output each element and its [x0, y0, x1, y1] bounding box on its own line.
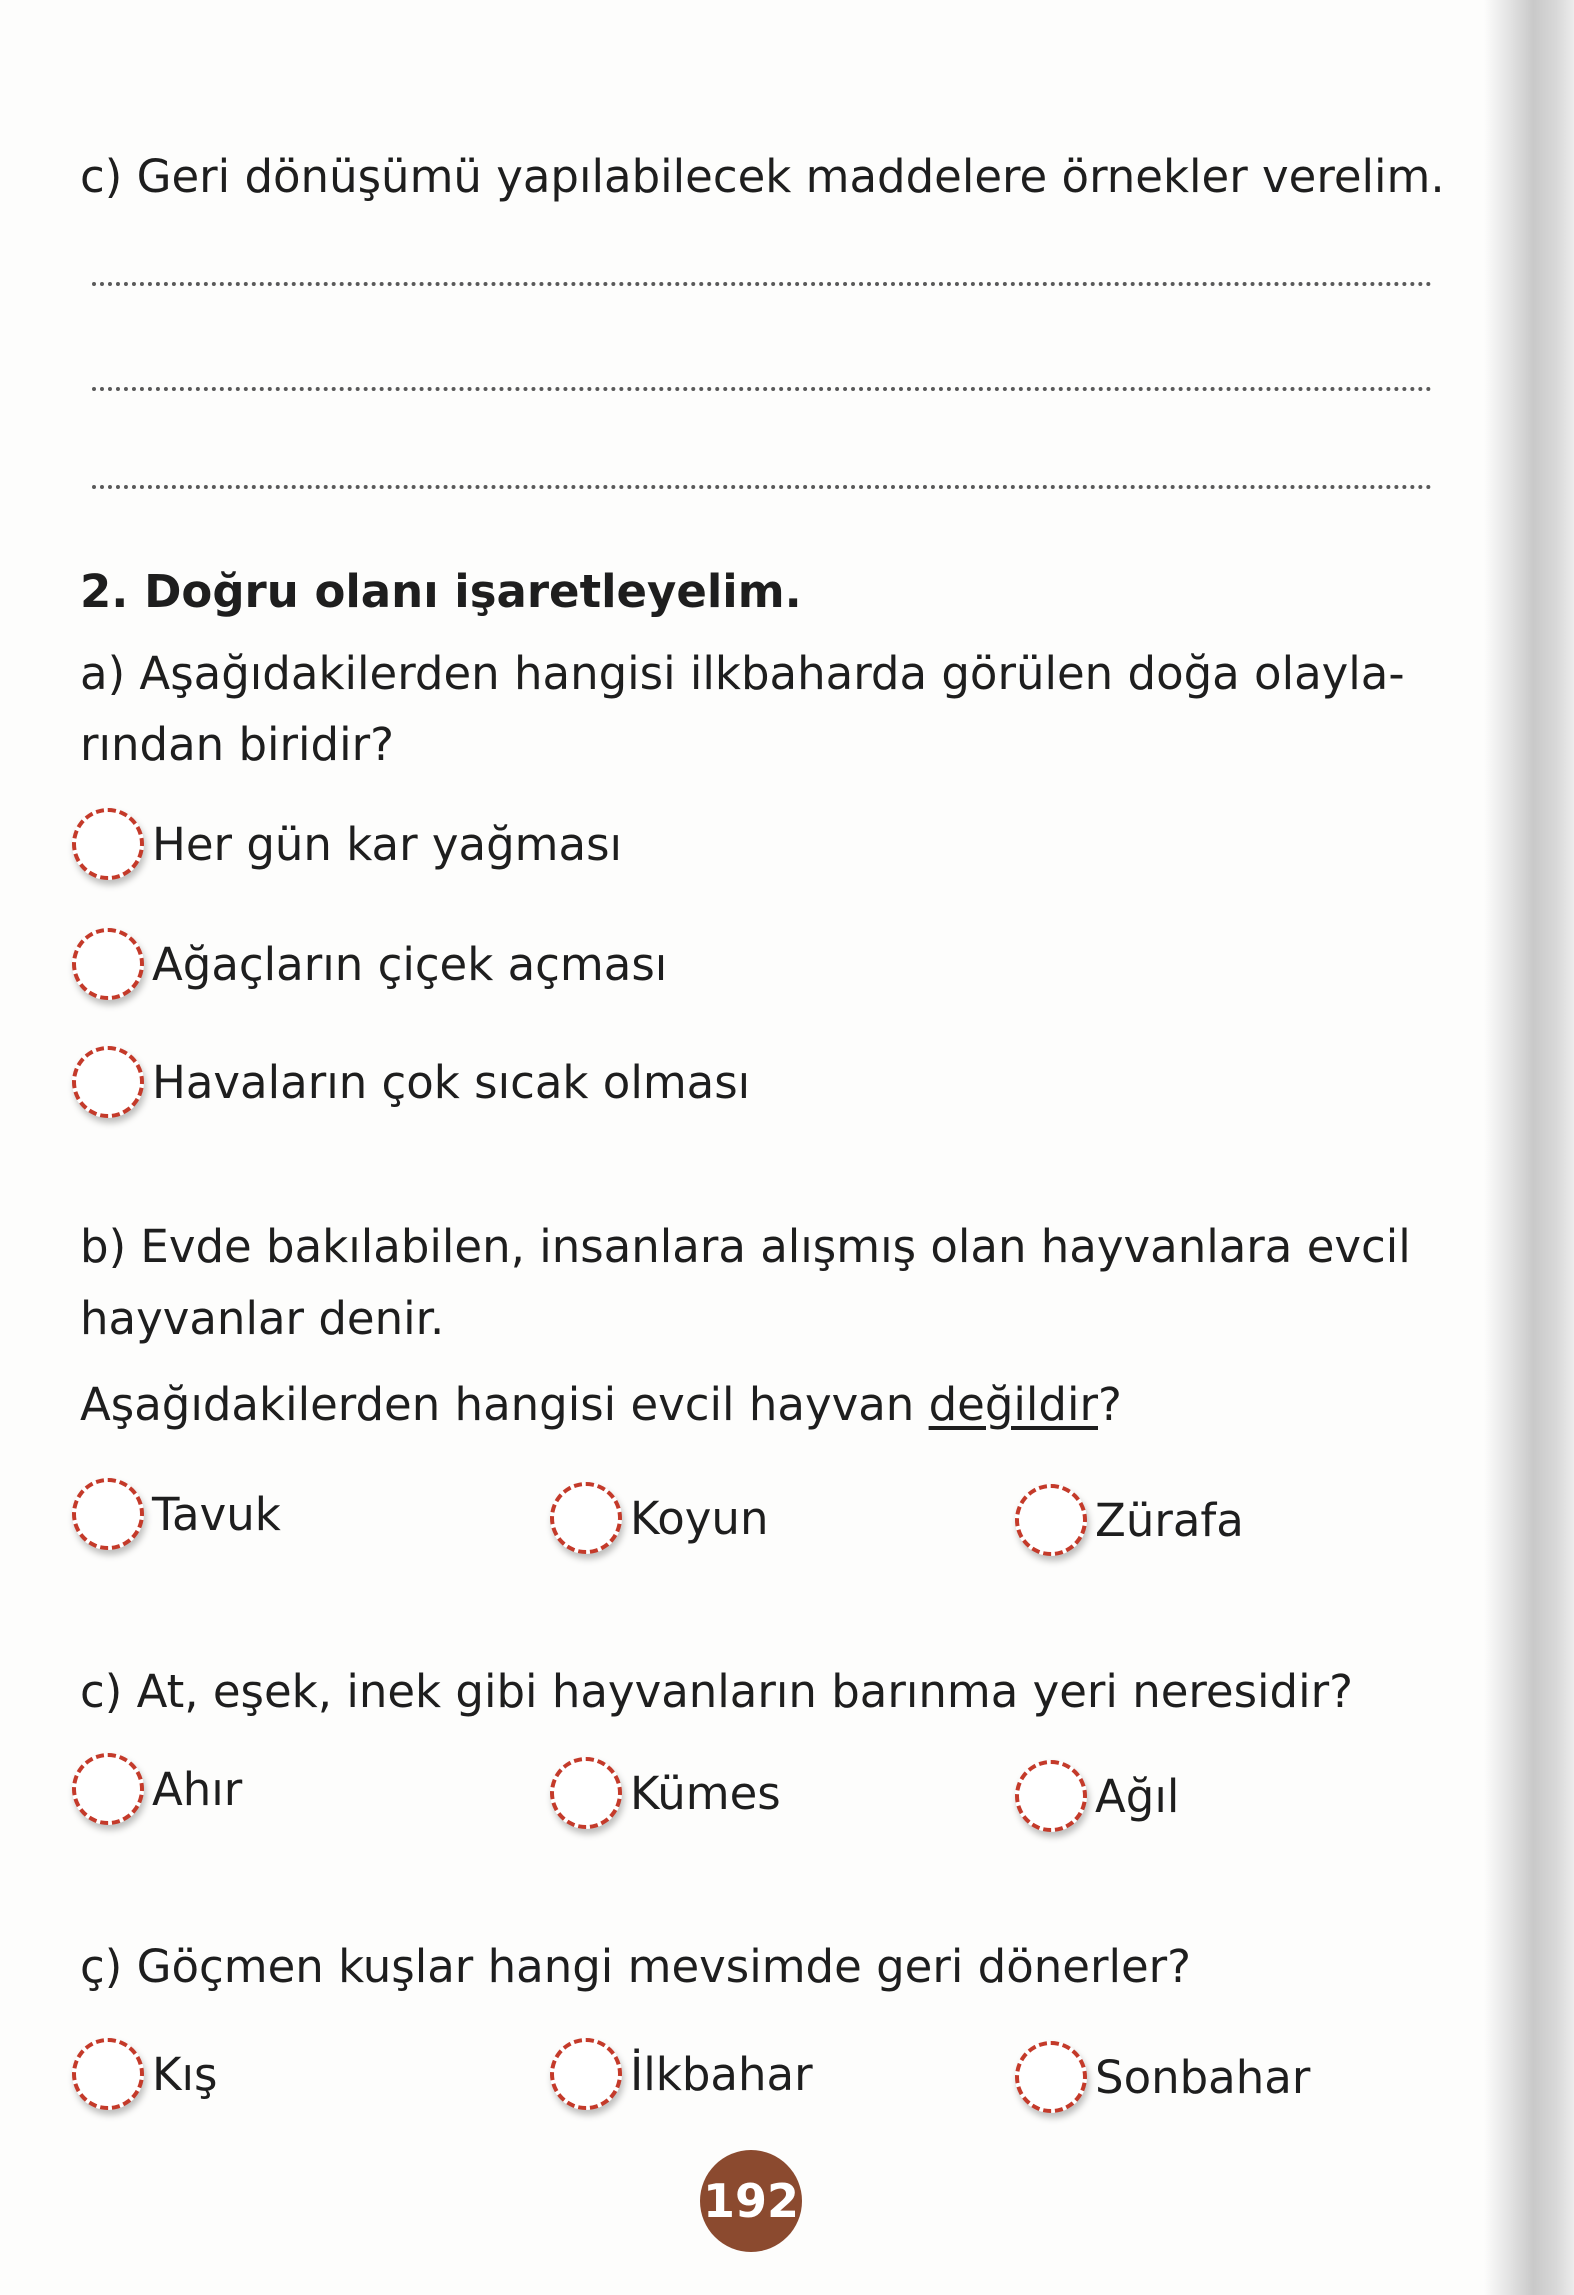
answer-circle[interactable]	[72, 928, 144, 1000]
option-label: Tavuk	[152, 1487, 281, 1541]
option-label: Ahır	[152, 1762, 243, 1816]
option-label: İlkbahar	[630, 2047, 813, 2101]
page-number-badge: 192	[700, 2150, 802, 2252]
option-cc3[interactable]	[1015, 2041, 1310, 2113]
question-b-text-line1: b) Evde bakılabilen, insanlara alışmış olan hayvanlara evcil	[80, 1220, 1411, 1273]
option-b3[interactable]	[1015, 1484, 1244, 1556]
option-label: Ağıl	[1095, 1769, 1180, 1823]
option-cc1[interactable]	[72, 2038, 217, 2110]
answer-line-1[interactable]	[92, 282, 1432, 286]
option-c2[interactable]	[550, 1757, 781, 1829]
answer-circle[interactable]	[1015, 1484, 1087, 1556]
answer-line-3[interactable]	[92, 485, 1432, 489]
answer-circle[interactable]	[72, 808, 144, 880]
option-c1[interactable]	[72, 1753, 242, 1825]
question-2-title: 2. Doğru olanı işaretleyelim.	[80, 565, 802, 618]
question-a-text-line2: rından biridir?	[80, 718, 395, 771]
option-label: Kümes	[630, 1766, 781, 1820]
question-cc-text: ç) Göçmen kuşlar hangi mevsimde geri dönerler?	[80, 1940, 1192, 1993]
answer-line-2[interactable]	[92, 387, 1432, 391]
underlined-word: değildir	[928, 1378, 1098, 1431]
question-a-text-line1: a) Aşağıdakilerden hangisi ilkbaharda görülen doğa olayla-	[80, 647, 1405, 700]
answer-circle[interactable]	[550, 1482, 622, 1554]
answer-circle[interactable]	[550, 1757, 622, 1829]
part-c-prompt: c) Geri dönüşümü yapılabilecek maddelere örnekler verelim.	[80, 150, 1445, 203]
option-a1[interactable]	[72, 808, 622, 880]
option-a2[interactable]	[72, 928, 667, 1000]
option-b2[interactable]	[550, 1482, 768, 1554]
option-label: Koyun	[630, 1491, 769, 1545]
option-label: Zürafa	[1095, 1493, 1244, 1547]
answer-circle[interactable]	[72, 1046, 144, 1118]
option-label: Havaların çok sıcak olması	[152, 1055, 751, 1109]
option-b1[interactable]	[72, 1478, 281, 1550]
book-spine-shadow	[1484, 0, 1574, 2295]
option-c3[interactable]	[1015, 1760, 1179, 1832]
question-b-prefix: Aşağıdakilerden hangisi evcil hayvan	[80, 1378, 929, 1431]
question-b-suffix: ?	[1098, 1378, 1122, 1431]
option-a3[interactable]	[72, 1046, 750, 1118]
question-b-text-line2: hayvanlar denir.	[80, 1292, 445, 1345]
answer-circle[interactable]	[72, 1478, 144, 1550]
answer-circle[interactable]	[550, 2038, 622, 2110]
answer-circle[interactable]	[1015, 1760, 1087, 1832]
question-b-text-line3	[80, 1378, 1122, 1432]
answer-circle[interactable]	[1015, 2041, 1087, 2113]
option-label: Her gün kar yağması	[152, 817, 623, 871]
answer-circle[interactable]	[72, 1753, 144, 1825]
answer-circle[interactable]	[72, 2038, 144, 2110]
option-cc2[interactable]	[550, 2038, 813, 2110]
option-label: Sonbahar	[1095, 2050, 1311, 2104]
question-c-text: c) At, eşek, inek gibi hayvanların barınma yeri neresidir?	[80, 1665, 1354, 1718]
option-label: Ağaçların çiçek açması	[152, 937, 668, 991]
option-label: Kış	[152, 2047, 218, 2101]
